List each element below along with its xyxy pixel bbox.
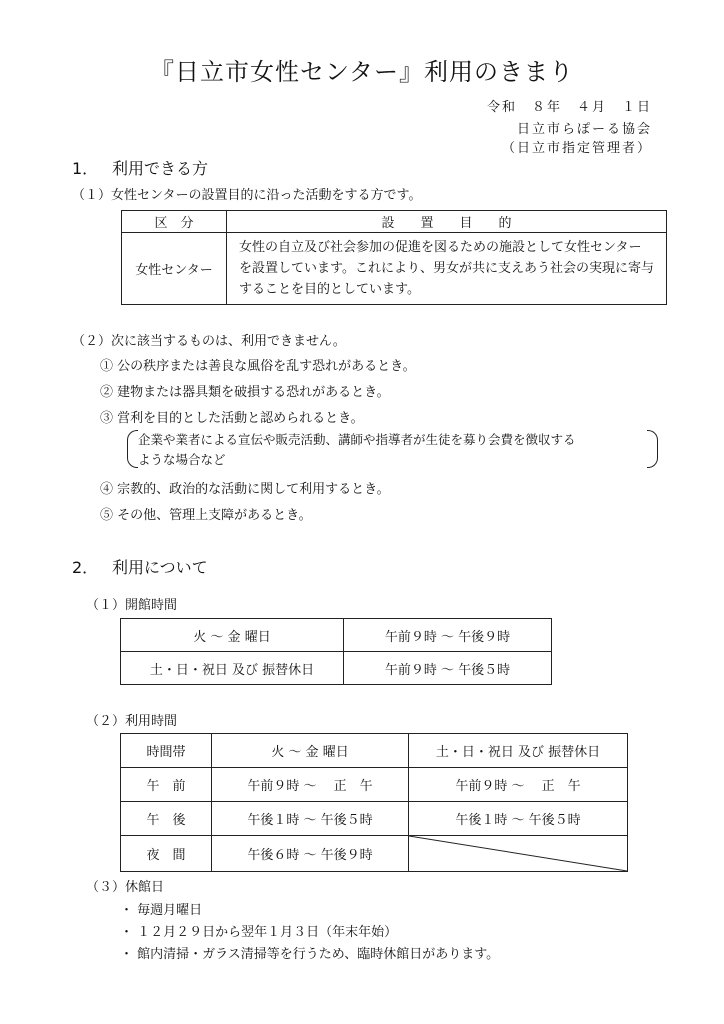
restriction-item-4: ④ 宗教的、政治的な活動に関して利用するとき。 xyxy=(100,482,390,497)
usage-header-slot: 時間帯 xyxy=(121,734,212,768)
purpose-table xyxy=(121,210,667,305)
closed-day-2: ・ １２月２９日から翌年１月３日（年末年始） xyxy=(120,925,398,940)
opening-hours-table xyxy=(120,618,552,685)
usage-evening-weekday: 午後６時 ～ 午後９時 xyxy=(212,836,409,872)
section1-sub2: （２）次に該当するものは、利用できません。 xyxy=(72,334,346,349)
usage-evening-weekend-na xyxy=(409,836,628,872)
usage-morning-weekend: 午前９時 ～ 正 午 xyxy=(409,768,628,802)
usage-slot-evening: 夜 間 xyxy=(121,836,212,872)
opening-hours-label: （１）開館時間 xyxy=(86,598,178,613)
usage-afternoon-weekday: 午後１時 ～ 午後５時 xyxy=(212,802,409,836)
usage-slot-afternoon: 午 後 xyxy=(121,802,212,836)
usage-slot-morning: 午 前 xyxy=(121,768,212,802)
purpose-header-category: 区 分 xyxy=(122,211,227,233)
restriction-item-3: ③ 営利を目的とした活動と認められるとき。 xyxy=(100,411,364,426)
section2-title: 利用について xyxy=(112,558,208,577)
usage-header-weekend: 土・日・祝日 及び 振替休日 xyxy=(409,734,628,768)
organization-name: 日立市らぽーる協会 xyxy=(516,122,652,137)
restriction-item-5: ⑤ その他、管理上支障があるとき。 xyxy=(100,508,312,523)
opening-hours-weekday: 午前９時 ～ 午後９時 xyxy=(344,619,552,652)
usage-morning-weekday: 午前９時 ～ 正 午 xyxy=(212,768,409,802)
page-title: 『日立市女性センター』利用のきまり xyxy=(149,58,575,86)
diagonal-strike xyxy=(409,836,627,871)
closed-day-3: ・ 館内清掃・ガラス清掃等を行うため、臨時休館日があります。 xyxy=(120,947,500,962)
purpose-row-label: 女性センター xyxy=(122,233,227,305)
usage-hours-table xyxy=(120,733,628,872)
closed-day-1: ・ 毎週月曜日 xyxy=(120,903,203,918)
restriction-item-1: ① 公の秩序または善良な風俗を乱す恐れがあるとき。 xyxy=(100,359,416,374)
section1-sub1: （１）女性センターの設置目的に沿った活動をする方です。 xyxy=(72,188,422,203)
section1-title: 利用できる方 xyxy=(112,159,209,178)
organization-role: （日立市指定管理者） xyxy=(501,141,652,156)
note-line-1: 企業や業者による宣伝や販売活動、講師や指導者が生徒を募り会費を徴収する xyxy=(138,432,576,447)
section1-number: 1． xyxy=(72,159,99,178)
section2-number: 2． xyxy=(72,558,99,577)
purpose-header-purpose: 設 置 目 的 xyxy=(227,211,667,233)
purpose-row-text: 女性の自立及び社会参加の促進を図るための施設として女性センターを設置しています。これにより、男女が共に支えあう社会の実現に寄与することを目的としています。 xyxy=(227,233,667,305)
note-bracket-right xyxy=(647,430,658,468)
issue-date: 令和 ８年 ４月 １日 xyxy=(486,100,652,115)
section1-heading xyxy=(72,156,208,179)
opening-hours-weekend: 午前９時 ～ 午後５時 xyxy=(344,652,552,685)
opening-days-weekday: 火 ～ 金 曜日 xyxy=(121,619,344,652)
restriction-item-2: ② 建物または器具類を破損する恐れがあるとき。 xyxy=(100,385,390,400)
closed-days-label: （３）休館日 xyxy=(86,880,165,895)
usage-hours-label: （２）利用時間 xyxy=(86,714,178,729)
note-line-2: ような場合など xyxy=(138,452,226,467)
usage-afternoon-weekend: 午後１時 ～ 午後５時 xyxy=(409,802,628,836)
usage-header-weekday: 火 ～ 金 曜日 xyxy=(212,734,409,768)
section2-heading xyxy=(72,555,208,578)
note-bracket-left xyxy=(127,430,138,468)
opening-days-weekend: 土・日・祝日 及び 振替休日 xyxy=(121,652,344,685)
